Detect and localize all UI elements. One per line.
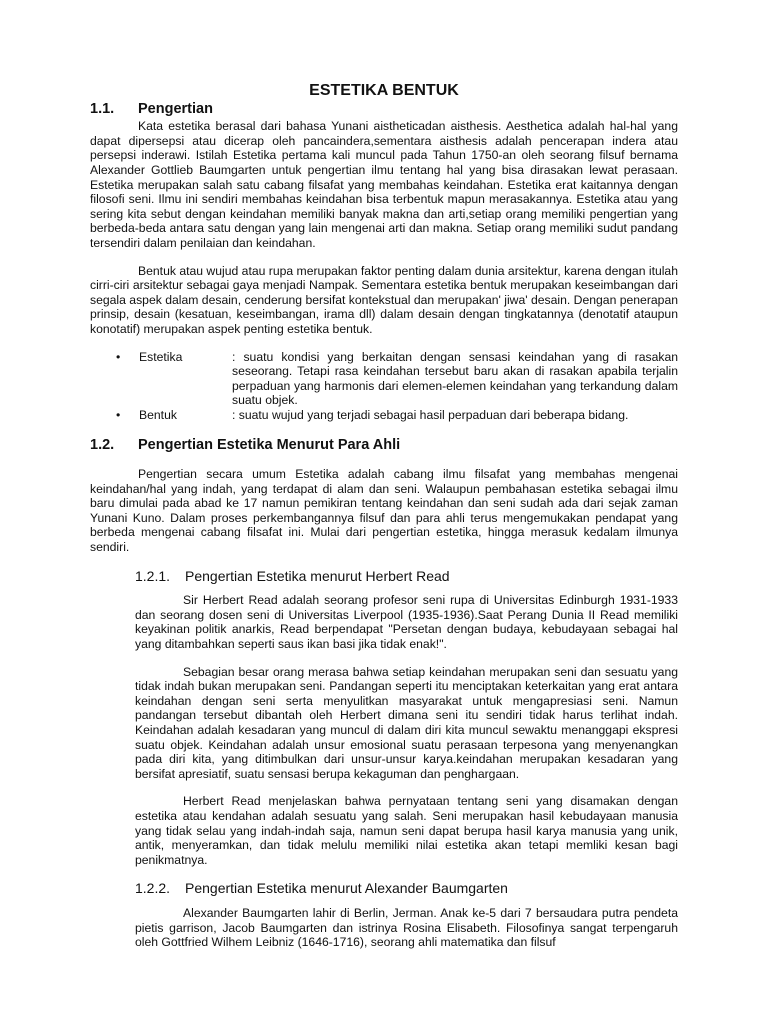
paragraph: Bentuk atau wujud atau rupa merupakan faktor penting dalam dunia arsitektur, karena dengan itulah cirri-ciri arsitektur sebagai gaya menjadi Nampak. Sementara estetika bentuk merupakan keseimbangan dari segala aspek dalam desain, cenderung bersifat kontekstual dan merupakan' jiwa' desain. Dengan penerapan prinsip, desain (kesatuan, keseimbangan, irama dll) dalam desain dengan tingkatannya (denotatif ataupun konotatif) merupakan aspek penting estetika bentuk.	[90, 263, 679, 336]
paragraph: Kata estetika berasal dari bahasa Yunani aistheticadan aisthesis. Aesthetica adalah hal-hal yang dapat dipersepsi atau dicerap oleh pancaindera,sementara aisthesis adalah pencerapan indera atau persepsi inderawi. Istilah Estetika pertama kali muncul pada Tahun 1750-an oleh seorang filsuf bernama Alexander Gottlieb Baumgarten untuk pengertian ilmu tentang hal yang bisa dirasakan lewat perasaan. Estetika merupakan salah satu cabang filsafat yang membahas keindahan. Estetika erat kaitannya dengan filosofi seni. Ilmu ini sendiri membahas keindahan bisa terbentuk mapun merasakannya. Estetika atau yang sering kita sebut dengan keindahan memiliki banyak makna dan arti,setiap orang memiliki pengertian yang berbeda-beda antara satu dengan yang lain mengenai arti dan makna. Setiap orang memiliki sudut pandang tersendiri dalam penilaian dan keindahan.	[90, 119, 678, 250]
subsection-number: 1.2.2.	[135, 880, 171, 897]
list-item	[116, 350, 678, 408]
section-heading-pengertian	[90, 102, 678, 117]
section-number: 1.1.	[90, 100, 115, 117]
paragraph: Pengertian secara umum Estetika adalah cabang ilmu filsafat yang membahas mengenai keindahan/hal yang indah, yang terdapat di alam dan seni. Walaupun pembahasan estetika sebagai ilmu baru dimulai pada abad ke 17 namun pemikiran tentang keindahan dan seni sudah ada dari sejak zaman Yunani Kuno. Dalam proses perkembangannya filsuf dan para ahli terus mengemukakan pendapat yang berbeda mengenai cabang filsafat ini. Mulai dari pengertian estetika, hingga merasuk kedalam ilmunya sendiri.	[90, 467, 678, 555]
section-title: Pengertian Estetika Menurut Para Ahli	[138, 437, 401, 454]
section-number: 1.2.	[90, 437, 115, 454]
subsection-heading-herbert-read	[135, 569, 678, 584]
subsection-number: 1.2.1.	[135, 567, 171, 584]
list-definition: : suatu kondisi yang berkaitan dengan sensasi keindahan yang di rasakan seseorang. Tetapi rasa keindahan tersebut baru akan di rasakan apabila terjalin perpaduan yang harmonis dari elemen-elemen keindahan yang terkandung dalam suatu objek.	[232, 349, 678, 408]
document-page	[90, 84, 678, 963]
subsection-heading-baumgarten	[135, 881, 678, 896]
section-heading-para-ahli	[90, 438, 678, 453]
list-term: Bentuk	[139, 407, 177, 422]
paragraph: Sir Herbert Read adalah seorang profesor seni rupa di Universitas Edinburgh 1931-1933 dan seorang dosen seni di Universitas Liverpool (1935-1936).Saat Perang Dunia II Read memiliki keyakinan politik anarkis, Read berpendapat "Persetan dengan budaya, kebudayaan sebagai hal yang ditambahkan seperti saus ikan basi jika tidak enak!".	[135, 593, 678, 651]
subsection-title: Pengertian Estetika menurut Herbert Read	[185, 567, 450, 584]
list-term: Estetika	[139, 349, 183, 364]
list-definition: : suatu wujud yang terjadi sebagai hasil perpaduan dari beberapa bidang.	[232, 407, 629, 422]
subsection-title: Pengertian Estetika menurut Alexander Baumgarten	[185, 880, 508, 897]
definition-list	[90, 350, 678, 423]
paragraph: Herbert Read menjelaskan bahwa pernyataan tentang seni yang disamakan dengan estetika atau kendahan adalah sesuatu yang salah. Seni merupakan hasil kebudayaan manusia yang tidak selau yang indah-indah saja, namun seni dapat berupa hasil karya manusia yang unik, antik, menyeramkan, dan tidak melulu memiliki nilai estetika akan tetapi memliki kesan bagi penikmatnya.	[135, 794, 678, 867]
list-item	[116, 408, 678, 423]
paragraph: Sebagian besar orang merasa bahwa setiap keindahan merupakan seni dan sesuatu yang tidak indah bukan merupakan seni. Pandangan seperti itu menciptakan keterkaitan yang erat antara keindahan dengan seni serta menyulitkan masyarakat untuk mengapresiasi seni. Namun pandangan tersebut dibantah oleh Herbert dimana seni itu sendiri tidak harus terlihat indah. Keindahan adalah kesadaran yang muncul di dalam diri kita muncul sewaktu menanggapi ekspresi suatu objek. Keindahan adalah unsur emosional suatu perasaan terpesona yang menyenangkan pada diri kita, yang ditimbulkan dari unsur-unsur karya.keindahan merupakan kesadaran yang bersifat apresiatif, suatu sensasi berupa kekaguman dan penghargaan.	[135, 664, 678, 781]
document-title: ESTETIKA BENTUK	[309, 82, 459, 99]
section-title: Pengertian	[138, 100, 213, 117]
paragraph: Alexander Baumgarten lahir di Berlin, Jerman. Anak ke-5 dari 7 bersaudara putra pendeta pietis garrison, Jacob Baumgarten dan istrinya Rosina Elisabeth. Filosofinya sangat terpengaruh oleh Gottfried Wilhem Leibniz (1646-1716), seorang ahli matematika dan filsuf	[135, 905, 678, 950]
bullet-icon: •	[116, 349, 121, 364]
bullet-icon: •	[116, 407, 121, 422]
